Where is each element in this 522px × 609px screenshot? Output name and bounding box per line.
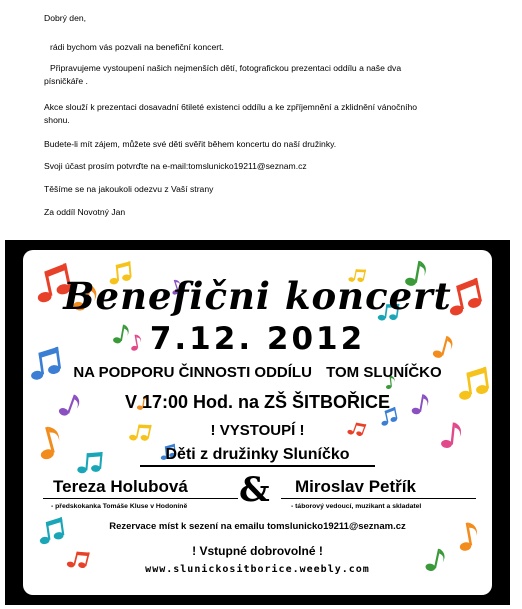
letter-line: Svoji účast prosím potvrďte na e-mail:tomslunicko19211@seznam.cz — [44, 161, 307, 171]
signature: Za oddíl Novotný Jan — [44, 207, 126, 217]
website: www.slunickositborice.weebly.com — [145, 564, 370, 575]
letter-line: písničkáře . — [44, 76, 88, 86]
support-prefix: NA PODPORU ČINNOSTI ODDÍLU — [73, 364, 312, 381]
admission-note: ! Vstupné dobrovolné ! — [192, 544, 323, 558]
performer1-desc: - předskokanka Tomáše Kluse v Hodoníně — [51, 503, 188, 510]
letter-line: Budete-li mít zájem, můžete své děti svěřit během koncertu do naší družinky. — [44, 139, 337, 149]
poster-card — [23, 250, 492, 595]
performer1-name: Tereza Holubová — [53, 477, 188, 496]
poster-title: Benefični koncert — [63, 274, 452, 318]
performer2-desc: - táborový vedoucí, muzikant a skladatel — [291, 503, 422, 510]
performer2-rule — [281, 498, 476, 499]
reservation-note: Rezervace míst k sezení na emailu tomslunicko19211@seznam.cz — [109, 521, 406, 532]
letter-line: Akce slouží k prezentaci dosavadní 6tileté existenci oddílu a ke zpříjemnění a zklidnění vánočního — [44, 102, 418, 112]
concert-poster — [5, 240, 510, 605]
support-name: TOM SLUNÍČKO — [326, 364, 442, 381]
time-place: V 17:00 Hod. na ZŠ ŠITBOŘICE — [124, 392, 391, 412]
letter-line: Připravujeme vystoupení našich nejmenších dětí, fotografickou prezentaci oddílu a naše dva — [50, 63, 402, 73]
performs-heading: ! VYSTOUPÍ ! — [210, 422, 305, 439]
performer2-name: Miroslav Petřík — [295, 477, 416, 496]
letter-line: shonu. — [44, 115, 70, 125]
poster-date: 7.12. 2012 — [149, 321, 366, 357]
greeting: Dobrý den, — [44, 13, 87, 23]
letter-line: Těšíme se na jakoukoli odezvu z Vaší strany — [44, 184, 214, 194]
ampersand: & — [239, 470, 270, 510]
letter-line: rádi bychom vás pozvali na benefiční koncert. — [50, 42, 224, 52]
music-note-icon — [77, 450, 103, 475]
performer1-rule — [43, 498, 238, 499]
group-name: Děti z družinky Sluníčko — [140, 446, 375, 467]
